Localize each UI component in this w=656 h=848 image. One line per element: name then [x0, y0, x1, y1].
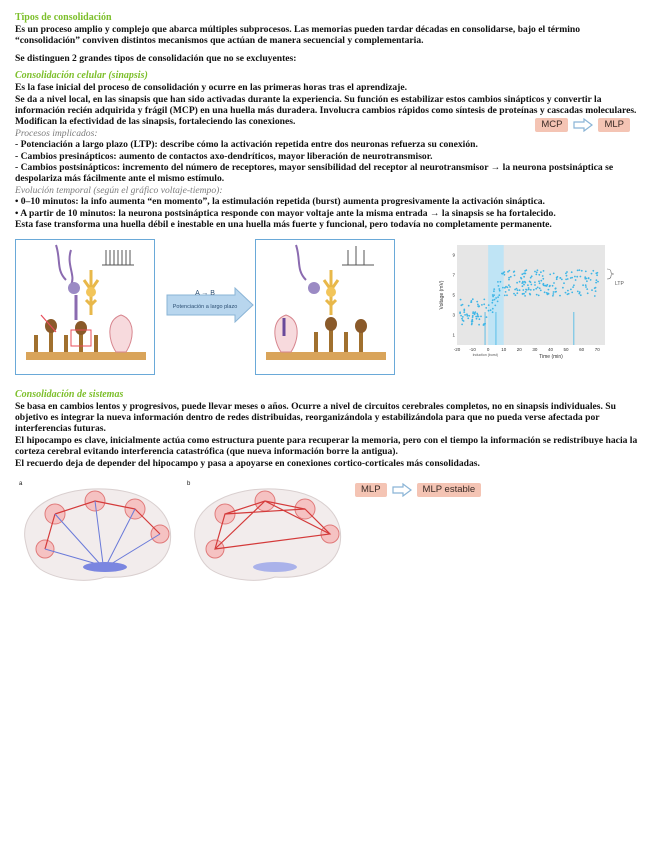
scatter-point [476, 317, 478, 319]
scatter-point [478, 315, 480, 317]
scatter-point [565, 278, 567, 280]
section-title-cellular: Consolidación celular (sinapsis) [15, 70, 148, 82]
scatter-point [470, 301, 472, 303]
scatter-point [478, 323, 480, 325]
scatter-point [522, 280, 524, 282]
scatter-point [537, 269, 539, 271]
scatter-point [581, 269, 583, 271]
brain-b [185, 479, 350, 589]
scatter-point [580, 294, 582, 296]
scatter-point [546, 283, 548, 285]
ltp-arrow [165, 287, 255, 323]
scatter-point [477, 314, 479, 316]
scatter-point [492, 311, 494, 313]
scatter-point [552, 293, 554, 295]
scatter-point [539, 287, 541, 289]
systems-p2: El hipocampo es clave, inicialmente actúa como estructura puente para recuperar la memoria, pero con el tiempo la información se redistribuye hacia la corteza cerebral evitando interferencia catastrófica (que nueva información borre la antigua). [15, 434, 638, 458]
scatter-point [503, 271, 505, 273]
scatter-point [522, 292, 524, 294]
scatter-point [466, 315, 468, 317]
scatter-point [546, 292, 548, 294]
scatter-point [530, 281, 532, 283]
scatter-point [571, 271, 573, 273]
brain-a [15, 479, 180, 589]
scatter-point [478, 305, 480, 307]
scatter-point [483, 324, 485, 326]
scatter-point [462, 316, 464, 318]
scatter-point [579, 269, 581, 271]
scatter-point [572, 286, 574, 288]
scatter-point [555, 290, 557, 292]
scatter-point [517, 289, 519, 291]
arrow-label-bottom: Potenciación a largo plazo [172, 303, 238, 310]
scatter-point [523, 275, 525, 277]
scatter-point [590, 279, 592, 281]
scatter-point [567, 278, 569, 280]
scatter-point [509, 286, 511, 288]
brain-a-label: a [19, 480, 23, 487]
scatter-point [542, 277, 544, 279]
scatter-point [497, 296, 499, 298]
process-postsynaptic: - Cambios postsinápticos: incremento del número de receptores, mayor sensibilidad del receptor al neurotransmisor → la neurona postsináptica se despolariza más fácilmente ante el mismo estímulo. [15, 162, 614, 185]
scatter-point [536, 293, 538, 295]
evolution-after-10: • A partir de 10 minutos: la neurona postsináptica responde con mayor voltaje ante la misma entrada → la sinapsis se ha fortalecido. [15, 207, 556, 219]
scatter-point [565, 272, 567, 274]
scatter-point [524, 281, 526, 283]
scatter-point [479, 318, 481, 320]
scatter-point [515, 294, 517, 296]
voltage-time-svg [435, 239, 635, 373]
scatter-point [568, 292, 570, 294]
scatter-point [481, 304, 483, 306]
synapse-after-illustration [256, 240, 394, 374]
scatter-point [500, 280, 502, 282]
scatter-point [468, 304, 470, 306]
x-tick-label: 10 [501, 346, 507, 352]
scatter-point [565, 291, 567, 293]
scatter-point [520, 276, 522, 278]
scatter-point [525, 272, 527, 274]
scatter-point [499, 289, 501, 291]
scatter-point [461, 323, 463, 325]
scatter-point [501, 272, 503, 274]
scatter-point [588, 277, 590, 279]
scatter-point [497, 281, 499, 283]
mlp-stable-pill: MLP estable [417, 483, 482, 497]
scatter-point [491, 301, 493, 303]
scatter-point [528, 287, 530, 289]
scatter-point [463, 309, 465, 311]
evolution-summary: Esta fase transforma una huella débil e inestable en una huella más fuerte y funcional, pero todavía no completamente permanente. [15, 219, 552, 231]
scatter-point [508, 276, 510, 278]
scatter-point [523, 283, 525, 285]
scatter-point [540, 289, 542, 291]
scatter-point [531, 275, 533, 277]
scatter-point [542, 275, 544, 277]
scatter-point [577, 269, 579, 271]
scatter-point [596, 279, 598, 281]
scatter-point [540, 271, 542, 273]
mcp-mlp-flow [535, 118, 630, 132]
scatter-point [525, 288, 527, 290]
arrow-right-icon [392, 483, 412, 497]
scatter-point [525, 291, 527, 293]
scatter-point [494, 298, 496, 300]
scatter-point [468, 314, 470, 316]
scatter-point [538, 280, 540, 282]
scatter-point [460, 298, 462, 300]
scatter-point [585, 270, 587, 272]
scatter-point [493, 294, 495, 296]
scatter-point [508, 284, 510, 286]
scatter-point [584, 277, 586, 279]
scatter-point [595, 281, 597, 283]
scatter-point [513, 271, 515, 273]
scatter-point [548, 288, 550, 290]
scatter-point [539, 282, 541, 284]
scatter-point [587, 292, 589, 294]
scatter-point [540, 279, 542, 281]
scatter-point [563, 282, 565, 284]
scatter-point [513, 292, 515, 294]
scatter-point [488, 304, 490, 306]
scatter-point [483, 298, 485, 300]
scatter-point [585, 286, 587, 288]
scatter-point [467, 317, 469, 319]
y-tick-label: 5 [452, 292, 455, 297]
processes-heading: Procesos implicados: [15, 127, 98, 139]
scatter-point [474, 312, 476, 314]
ltp-figure [15, 239, 640, 379]
scatter-point [567, 289, 569, 291]
scatter-point [578, 292, 580, 294]
y-tick-label: 9 [452, 252, 455, 257]
x-tick-label: 50 [563, 346, 569, 352]
x-tick-label: -20 [453, 346, 461, 352]
scatter-point [493, 290, 495, 292]
scatter-point [566, 274, 568, 276]
scatter-point [508, 278, 510, 280]
arrow-label-top: A → B [195, 289, 215, 297]
x-tick-label: -10 [469, 346, 476, 352]
scatter-point [543, 282, 545, 284]
scatter-point [460, 314, 462, 316]
intro-paragraph: Es un proceso amplio y complejo que abarca múltiples subprocesos. Las memorias pueden tardar décadas en consolidarse, bajo el término “consolidación” conviven distintos mecanismos que actúan de manera secuencial y complementaria. [15, 24, 581, 47]
scatter-point [508, 269, 510, 271]
scatter-point [553, 272, 555, 274]
scatter-point [510, 275, 512, 277]
scatter-point [574, 275, 576, 277]
evolution-heading: Evolución temporal (según el gráfico voltaje-tiempo): [15, 184, 223, 196]
scatter-point [483, 303, 485, 305]
x-tick-label: 40 [547, 346, 553, 352]
scatter-point [527, 284, 529, 286]
scatter-point [597, 271, 599, 273]
ltp-brace [607, 269, 614, 279]
scatter-point [464, 314, 466, 316]
y-tick-label: 1 [452, 332, 455, 337]
scatter-point [524, 295, 526, 297]
brain-b-illustration [185, 479, 350, 589]
process-presynaptic: - Cambios presinápticos: aumento de contactos axo-dendríticos, mayor liberación de neurotransmisor. [15, 150, 433, 162]
scatter-point [504, 273, 506, 275]
scatter-point [504, 286, 506, 288]
scatter-point [519, 289, 521, 291]
scatter-point [549, 273, 551, 275]
scatter-point [498, 288, 500, 290]
brain-a-illustration [15, 479, 180, 589]
scatter-point [525, 269, 527, 271]
scatter-point [471, 318, 473, 320]
brain-b-label: b [187, 480, 191, 487]
section-title-consolidation-types: Tipos de consolidación [15, 12, 112, 23]
scatter-point [490, 309, 492, 311]
scatter-point [556, 278, 558, 280]
x-tick-label: 70 [594, 346, 600, 352]
scatter-point [495, 297, 497, 299]
scatter-point [493, 288, 495, 290]
scatter-point [591, 272, 593, 274]
section-title-systems: Consolidación de sistemas [15, 388, 124, 400]
intro-types-paragraph: Se distinguen 2 grandes tipos de consolidación que no se excluyentes: [15, 52, 297, 64]
scatter-point [472, 298, 474, 300]
cellular-p1: Es la fase inicial del proceso de consolidación y ocurre en las primeras horas tras el aprendizaje. [15, 82, 407, 94]
scatter-point [596, 274, 598, 276]
scatter-point [544, 284, 546, 286]
x-tick-label: 0 [486, 346, 490, 352]
scatter-point [570, 277, 572, 279]
brain-figure [15, 479, 640, 649]
scatter-point [505, 291, 507, 293]
scatter-point [538, 294, 540, 296]
synapse-after-panel [255, 239, 395, 375]
scatter-point [477, 303, 479, 305]
scatter-point [566, 271, 568, 273]
scatter-point [486, 316, 488, 318]
scatter-point [552, 294, 554, 296]
scatter-point [534, 284, 536, 286]
scatter-point [536, 271, 538, 273]
scatter-point [576, 275, 578, 277]
scatter-point [555, 287, 557, 289]
x-tick-label: 20 [516, 346, 522, 352]
scatter-point [597, 280, 599, 282]
scatter-point [594, 295, 596, 297]
scatter-point [462, 303, 464, 305]
systems-p1: Se basa en cambios lentos y progresivos, puede llevar meses o años. Ocurre a nivel de circuitos cerebrales completos, no en sinapsis individuales. Su objetivo es integrar la nueva información dentro de redes distribuidas, reorganizándola y estabilizándola para que no pueda verse afectada por interferencias futuras. [15, 400, 616, 435]
scatter-point [521, 273, 523, 275]
scatter-point [459, 312, 461, 314]
arrow-right-icon [573, 118, 593, 132]
chart-ltp-annotation: LTP [615, 280, 624, 287]
scatter-point [549, 284, 551, 286]
scatter-point [580, 275, 582, 277]
synapse-before-panel [15, 239, 155, 375]
scatter-point [516, 281, 518, 283]
scatter-point [522, 285, 524, 287]
scatter-point [498, 285, 500, 287]
voltage-time-chart [435, 239, 635, 373]
scatter-point [461, 317, 463, 319]
mlp-pill: MLP [598, 118, 630, 132]
scatter-point [553, 291, 555, 293]
scatter-point [592, 269, 594, 271]
scatter-point [530, 289, 532, 291]
scatter-point [586, 280, 588, 282]
scatter-point [582, 284, 584, 286]
scatter-point [544, 291, 546, 293]
scatter-point [480, 315, 482, 317]
scatter-point [514, 274, 516, 276]
scatter-point [559, 277, 561, 279]
scatter-point [534, 270, 536, 272]
scatter-point [472, 314, 474, 316]
scatter-point [577, 290, 579, 292]
process-ltp: - Potenciación a largo plazo (LTP): describe cómo la activación repetida entre dos neuronas refuerza su conexión. [15, 139, 478, 151]
chart-burst-annotation: Induction (burst) [472, 352, 498, 357]
scatter-point [494, 304, 496, 306]
scatter-point [535, 287, 537, 289]
scatter-point [594, 287, 596, 289]
y-tick-label: 7 [452, 272, 455, 277]
synapse-before-illustration [16, 240, 154, 374]
scatter-point [543, 270, 545, 272]
scatter-point [537, 286, 539, 288]
scatter-point [573, 284, 575, 286]
scatter-point [534, 281, 536, 283]
scatter-point [595, 290, 597, 292]
scatter-point [463, 311, 465, 313]
scatter-point [556, 276, 558, 278]
scatter-point [559, 294, 561, 296]
scatter-point [497, 300, 499, 302]
mlp-stable-flow [355, 483, 481, 497]
scatter-point [475, 315, 477, 317]
scatter-point [514, 288, 516, 290]
scatter-point [570, 288, 572, 290]
scatter-point [533, 288, 535, 290]
mlp-pill-2: MLP [355, 483, 387, 497]
scatter-point [471, 322, 473, 324]
scatter-point [476, 300, 478, 302]
scatter-point [529, 292, 531, 294]
scatter-point [552, 284, 554, 286]
scatter-point [519, 280, 521, 282]
scatter-point [492, 307, 494, 309]
scatter-point [506, 294, 508, 296]
scatter-point [538, 273, 540, 275]
scatter-point [575, 279, 577, 281]
scatter-point [462, 319, 464, 321]
scatter-point [591, 289, 593, 291]
scatter-point [571, 291, 573, 293]
cellular-p2: Se da a nivel local, en las sinapsis que han sido activadas durante la experiencia. Su función es estabilizar estos cambios sinápticos y convertir la información recién adquirida y frágil (MCP) en una huella más duradera. Involucra cambios rápidos como síntesis de proteínas y cascadas moleculares. Modifican la efectividad de las sinapsis, fortaleciendo las conexiones. [15, 93, 637, 128]
mcp-pill: MCP [535, 118, 568, 132]
scatter-point [522, 289, 524, 291]
scatter-point [516, 292, 518, 294]
scatter-point [492, 299, 494, 301]
y-tick-label: 3 [452, 312, 455, 317]
scatter-point [498, 294, 500, 296]
scatter-point [485, 307, 487, 309]
scatter-point [562, 286, 564, 288]
scatter-point [585, 284, 587, 286]
evolution-0-10: • 0–10 minutos: la info aumenta “en momento”, la estimulación repetida (burst) aumenta progresivamente la activación sináptica. [15, 196, 545, 208]
scatter-point [488, 309, 490, 311]
scatter-point [502, 286, 504, 288]
x-tick-label: 30 [532, 346, 538, 352]
scatter-point [535, 273, 537, 275]
scatter-point [530, 283, 532, 285]
scatter-point [561, 278, 563, 280]
scatter-point [504, 294, 506, 296]
chart-xlabel: Time (min) [539, 353, 563, 360]
x-tick-label: 60 [579, 346, 585, 352]
scatter-point [553, 282, 555, 284]
scatter-point [507, 286, 509, 288]
systems-p3: El recuerdo deja de depender del hipocampo y pasa a apoyarse en conexiones cortico-corticales más consolidadas. [15, 457, 480, 469]
scatter-point [471, 320, 473, 322]
chart-ylabel: Voltage (mV) [439, 280, 445, 309]
scatter-point [508, 289, 510, 291]
scatter-point [586, 288, 588, 290]
scatter-point [472, 311, 474, 313]
